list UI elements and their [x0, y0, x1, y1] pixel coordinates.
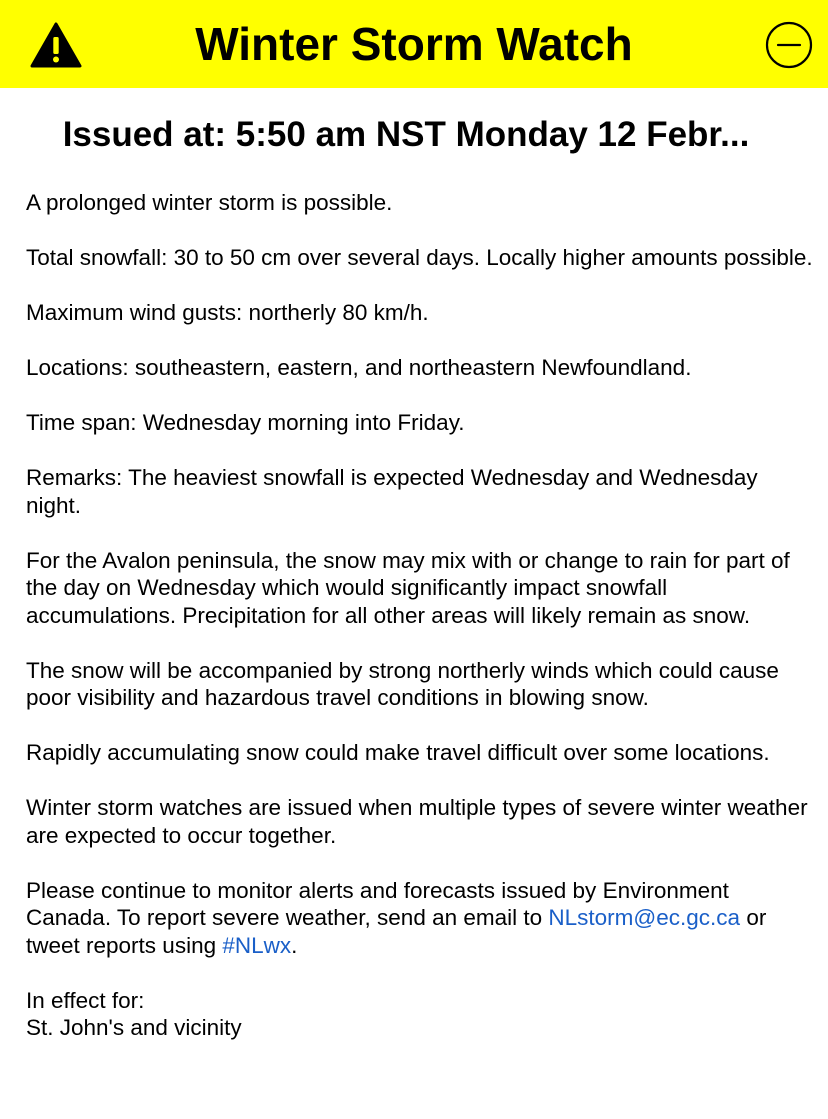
contact-text: Please continue to monitor alerts and forecasts issued by Environment Canada. To report severe weather, send an email to: [26, 877, 729, 930]
in-effect-label: In effect for:: [26, 987, 145, 1013]
hashtag-link[interactable]: #NLwx: [222, 932, 292, 958]
alert-paragraph: Rapidly accumulating snow could make travel difficult over some locations.: [26, 740, 770, 765]
alert-paragraph: Time span: Wednesday morning into Friday.: [26, 410, 465, 435]
alert-paragraph: A prolonged winter storm is possible.: [26, 190, 393, 215]
in-effect-section: [26, 987, 816, 1042]
alert-paragraph: For the Avalon peninsula, the snow may mix with or change to rain for part of the day on Wednesday which would significantly impact snowfall accumulations. Precipitation for all other areas will likely remain as snow.: [26, 547, 790, 628]
alert-paragraph: Winter storm watches are issued when multiple types of severe winter weather are expected to occur together.: [26, 795, 808, 848]
alert-paragraph-contact: [26, 877, 816, 960]
collapse-button[interactable]: [764, 20, 814, 70]
alert-title: Winter Storm Watch: [195, 18, 633, 70]
in-effect-location: St. John's and vicinity: [26, 1015, 242, 1040]
alert-paragraph: Remarks: The heaviest snowfall is expected Wednesday and Wednesday night.: [26, 465, 758, 518]
issued-time: Issued at: 5:50 am NST Monday 12 Febr...: [62, 115, 750, 154]
alert-paragraph: Locations: southeastern, eastern, and northeastern Newfoundland.: [26, 355, 692, 380]
alert-paragraph: Total snowfall: 30 to 50 cm over several days. Locally higher amounts possible.: [26, 245, 813, 270]
minus-circle-icon: [764, 20, 814, 70]
alert-paragraph: Maximum wind gusts: northerly 80 km/h.: [26, 300, 429, 325]
warning-triangle-icon: [30, 22, 82, 68]
alert-body: [26, 189, 816, 1042]
contact-text: .: [291, 932, 298, 958]
contact-text: or tweet reports using: [26, 905, 767, 958]
alert-header-bar: [0, 0, 828, 88]
email-link[interactable]: NLstorm@ec.gc.ca: [548, 905, 741, 930]
alert-paragraph: The snow will be accompanied by strong northerly winds which could cause poor visibility and hazardous travel conditions in blowing snow.: [26, 657, 779, 710]
